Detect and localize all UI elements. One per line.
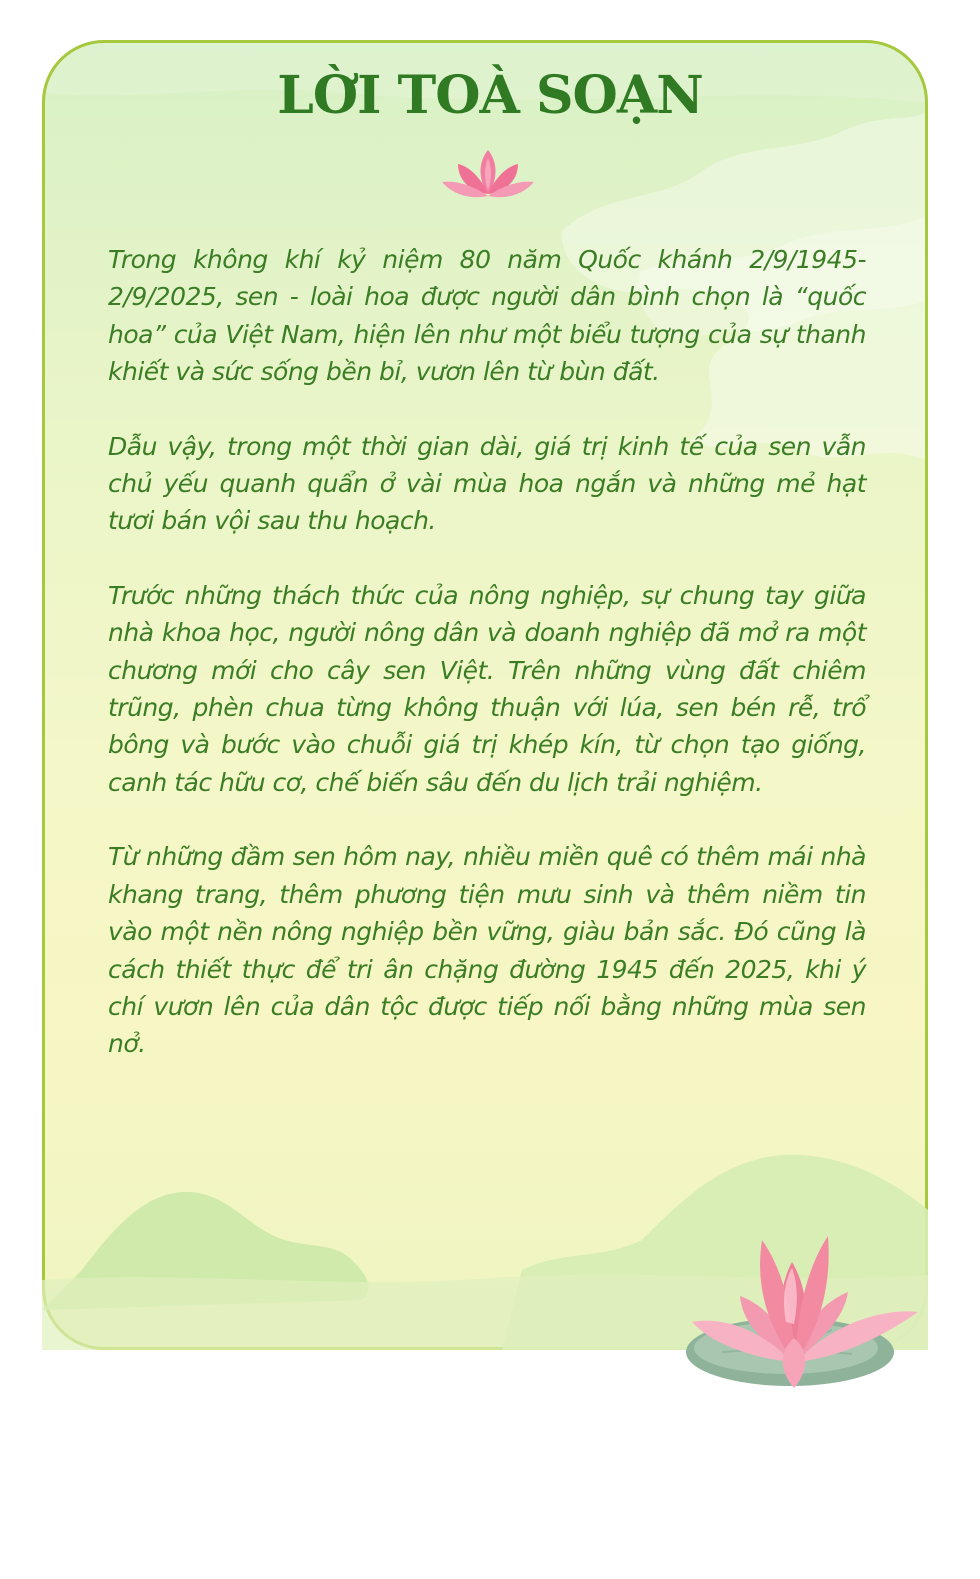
lotus-flower-on-leaf-illustration [682, 1212, 922, 1396]
editorial-body [108, 241, 866, 1100]
paragraph-2: Dẫu vậy, trong một thời gian dài, giá trị kinh tế của sen vẫn chủ yếu quanh quẩn ở vài mùa hoa ngắn và những mẻ hạt tươi bán vội sau thu hoạch. [108, 431, 866, 536]
paragraph-3: Trước những thách thức của nông nghiệp, sự chung tay giữa nhà khoa học, người nông dân và doanh nghiệp đã mở ra một chương mới cho cây sen Việt. Trên những vùng đất chiêm trũng, phèn chua từng không thuận với lúa, sen bén rễ, trổ bông và bước vào chuỗi giá trị khép kín, từ chọn tạo giống, canh tác hữu cơ, chế biến sâu đến du lịch trải nghiệm. [108, 580, 866, 797]
lotus-icon [440, 146, 536, 202]
paragraph-1: Trong không khí kỷ niệm 80 năm Quốc khánh 2/9/1945-2/9/2025, sen - loài hoa được người dân bình chọn là “quốc hoa” của Việt Nam, hiện lên như một biểu tượng của sự thanh khiết và sức sống bền bỉ, vươn lên từ bùn đất. [108, 245, 866, 387]
paragraph-4: Từ những đầm sen hôm nay, nhiều miền quê có thêm mái nhà khang trang, thêm phương tiện mưu sinh và thêm niềm tin vào một nền nông nghiệp bền vững, giàu bản sắc. Đó cũng là cách thiết thực để tri ân chặng đường 1945 đến 2025, khi ý chí vươn lên của dân tộc được tiếp nối bằng những mùa sen nở. [108, 842, 866, 1059]
page-title: LỜI TOÀ SOẠN [277, 65, 703, 126]
